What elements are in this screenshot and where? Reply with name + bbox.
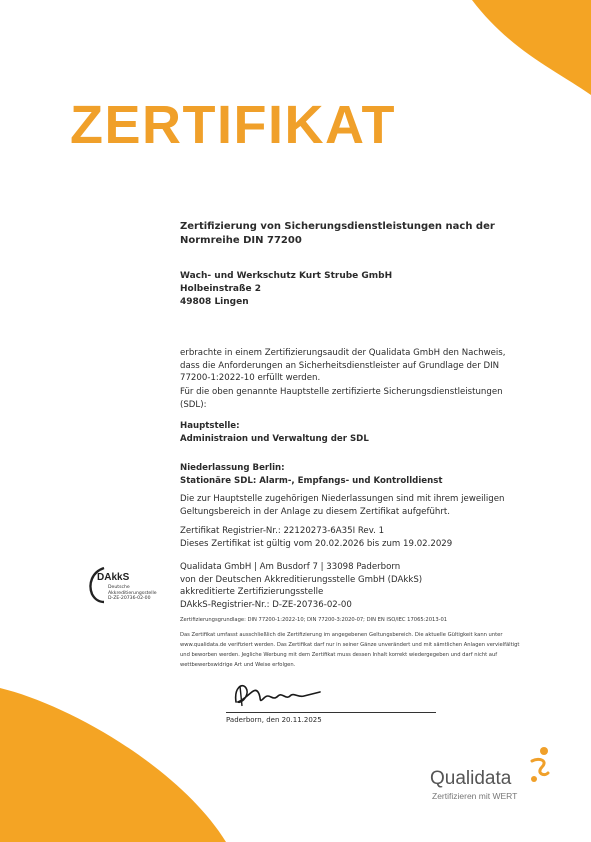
hauptstelle-label: Hauptstelle:	[180, 421, 240, 431]
dakks-mark-icon	[86, 564, 108, 604]
niederlassung-label: Niederlassung Berlin:	[180, 463, 285, 473]
bottom-left-orange-shape	[0, 688, 226, 842]
handwritten-signature	[228, 678, 338, 714]
signature-line	[226, 712, 436, 713]
dakks-name: DAkkS	[97, 572, 130, 583]
certification-basis: Zertifizierungsgrundlage: DIN 77200-1:2022-10; DIN 77200-3:2020-07; DIN EN ISO/IEC 17065:2013-01	[180, 617, 448, 623]
company-street: Holbeinstraße 2	[180, 284, 261, 294]
branches-note: Die zur Hauptstelle zugehörigen Niederlassungen sind mit ihrem jeweiligen Geltungsbereich in der Anlage zu diesem Zertifikat aufgeführt.	[180, 494, 505, 517]
certified-services-intro: Für die oben genannte Hauptstelle zertifizierte Sicherungsdienstleistungen (SDL):	[180, 387, 503, 410]
validity-period: Dieses Zertifikat ist gültig vom 20.02.2026 bis zum 19.02.2029	[180, 538, 453, 549]
hauptstelle-text: Administraion und Verwaltung der SDL	[180, 433, 369, 444]
qualidata-logo-tagline: Zertifizieren mit WERT	[432, 791, 518, 801]
top-right-orange-shape	[472, 0, 591, 95]
certificate-heading: Zertifizierung von Sicherungsdienstleistungen nach der Normreihe DIN 77200	[180, 221, 495, 246]
accreditation-block: Qualidata GmbH | Am Busdorf 7 | 33098 Paderborn von der Deutschen Akkreditierungsstelle GmbH (DAkkS) akkreditierte Zertifizierungsstelle DAkkS-Registrier-Nr.: D-ZE-20736-02-00	[180, 562, 423, 610]
signature-place-date: Paderborn, den 20.11.2025	[226, 716, 322, 724]
niederlassung-text: Stationäre SDL: Alarm-, Empfangs- und Kontrolldienst	[180, 475, 443, 486]
dakks-details: Deutsche Akkreditierungsstelle D-ZE-20736-02-00	[108, 585, 157, 602]
qualidata-logo-name: Qualidata	[430, 768, 512, 789]
niederlassung-block	[180, 462, 550, 487]
certificate-title: ZERTIFIKAT	[70, 95, 396, 155]
hauptstelle-block	[180, 420, 550, 445]
registry-number: Zertifikat Registrier-Nr.: 22120273-6A35I Rev. 1	[180, 526, 385, 536]
company-address	[180, 270, 550, 309]
qualidata-logo-icon	[526, 745, 552, 785]
registry-validity	[180, 525, 550, 550]
company-name: Wach- und Werkschutz Kurt Strube GmbH	[180, 271, 393, 281]
company-city: 49808 Lingen	[180, 297, 249, 307]
audit-statement: erbrachte in einem Zertifizierungsaudit der Qualidata GmbH den Nachweis, dass die Anforderungen an Sicherheitsdienstleister auf Grundlage der DIN 77200-1:2022-10 erfüllt werden.	[180, 348, 506, 384]
fine-print: Das Zertifikat umfasst ausschließlich die Zertifizierung im angegebenen Geltungsbereich. Die aktuelle Gültigkeit kann unter www.qualidata.de verifiziert werden. Das Zertifikat darf nur in seiner Gänze unverändert und mit sämtlichen Anlagen vervielfältigt und beworben werden. Jegliche Werbung mit dem Zertifikat muss dessen Inhalt korrekt wiedergegeben und darf nicht auf wettbewerbswidrige Art und Weise erfolgen.	[180, 632, 520, 668]
